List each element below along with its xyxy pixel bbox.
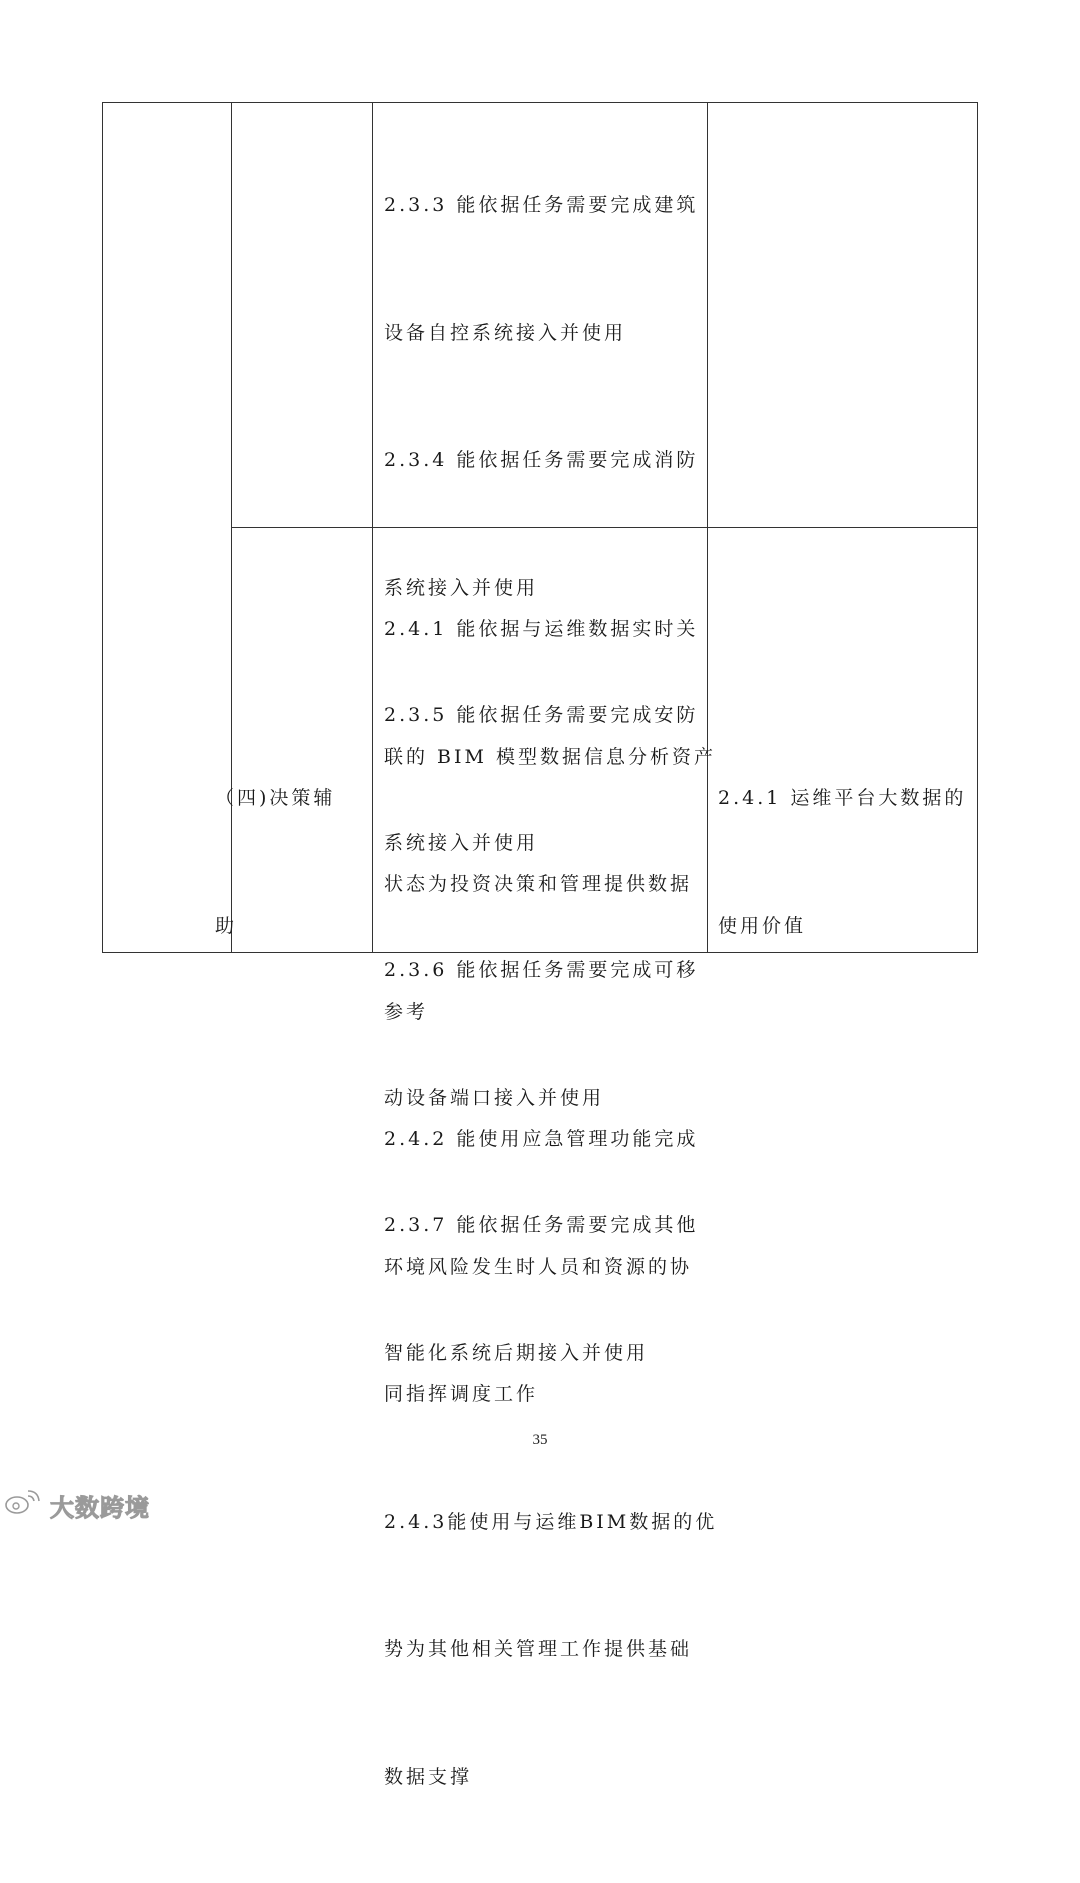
page-number: 35	[532, 1432, 548, 1448]
skill-line: 2.4.1 能依据与运维数据实时关	[384, 618, 699, 640]
category-line: （四)决策辅	[215, 787, 336, 809]
skill-line: 同指挥调度工作	[384, 1383, 539, 1405]
competency-table	[102, 102, 978, 1788]
knowledge-line: 使用价值	[718, 914, 807, 937]
watermark	[4, 1488, 150, 1522]
skill-line: 智能化系统后期接入并使用	[384, 1341, 649, 1364]
skill-line: 系统接入并使用	[384, 831, 539, 854]
skill-line: 2.4.2 能使用应急管理功能完成	[384, 1128, 699, 1150]
knowledge-line: 2.4.1 运维平台大数据的	[718, 787, 967, 809]
skill-line: 2.4.3能使用与运维BIM数据的优	[384, 1510, 718, 1533]
row2-category-cell	[215, 692, 335, 1032]
skill-line: 数据支撑	[384, 1765, 473, 1788]
row2-knowledge-cell	[718, 692, 966, 1032]
skill-line: 动设备端口接入并使用	[384, 1086, 605, 1109]
row2-skills-cell	[384, 523, 717, 1883]
skill-line: 2.3.7 能依据任务需要完成其他	[384, 1214, 699, 1236]
watermark-text: 大数跨境	[50, 1493, 150, 1522]
skill-line: 势为其他相关管理工作提供基础	[384, 1638, 693, 1660]
skill-line: 联的 BIM 模型数据信息分析资产	[384, 745, 717, 768]
skill-line: 2.3.6 能依据任务需要完成可移	[384, 959, 699, 981]
skill-line: 2.3.4 能依据任务需要完成消防	[384, 449, 699, 471]
skill-line: 状态为投资决策和管理提供数据	[384, 873, 693, 895]
skill-line: 参考	[384, 1000, 429, 1023]
skill-line: 设备自控系统接入并使用	[384, 321, 627, 344]
skill-line: 2.3.3 能依据任务需要完成建筑	[384, 194, 699, 216]
category-line: 助	[215, 914, 238, 937]
weibo-icon	[4, 1490, 44, 1520]
skill-line: 系统接入并使用	[384, 576, 539, 599]
skill-line: 2.3.5 能依据任务需要完成安防	[384, 704, 699, 726]
skill-line: 环境风险发生时人员和资源的协	[384, 1255, 693, 1278]
